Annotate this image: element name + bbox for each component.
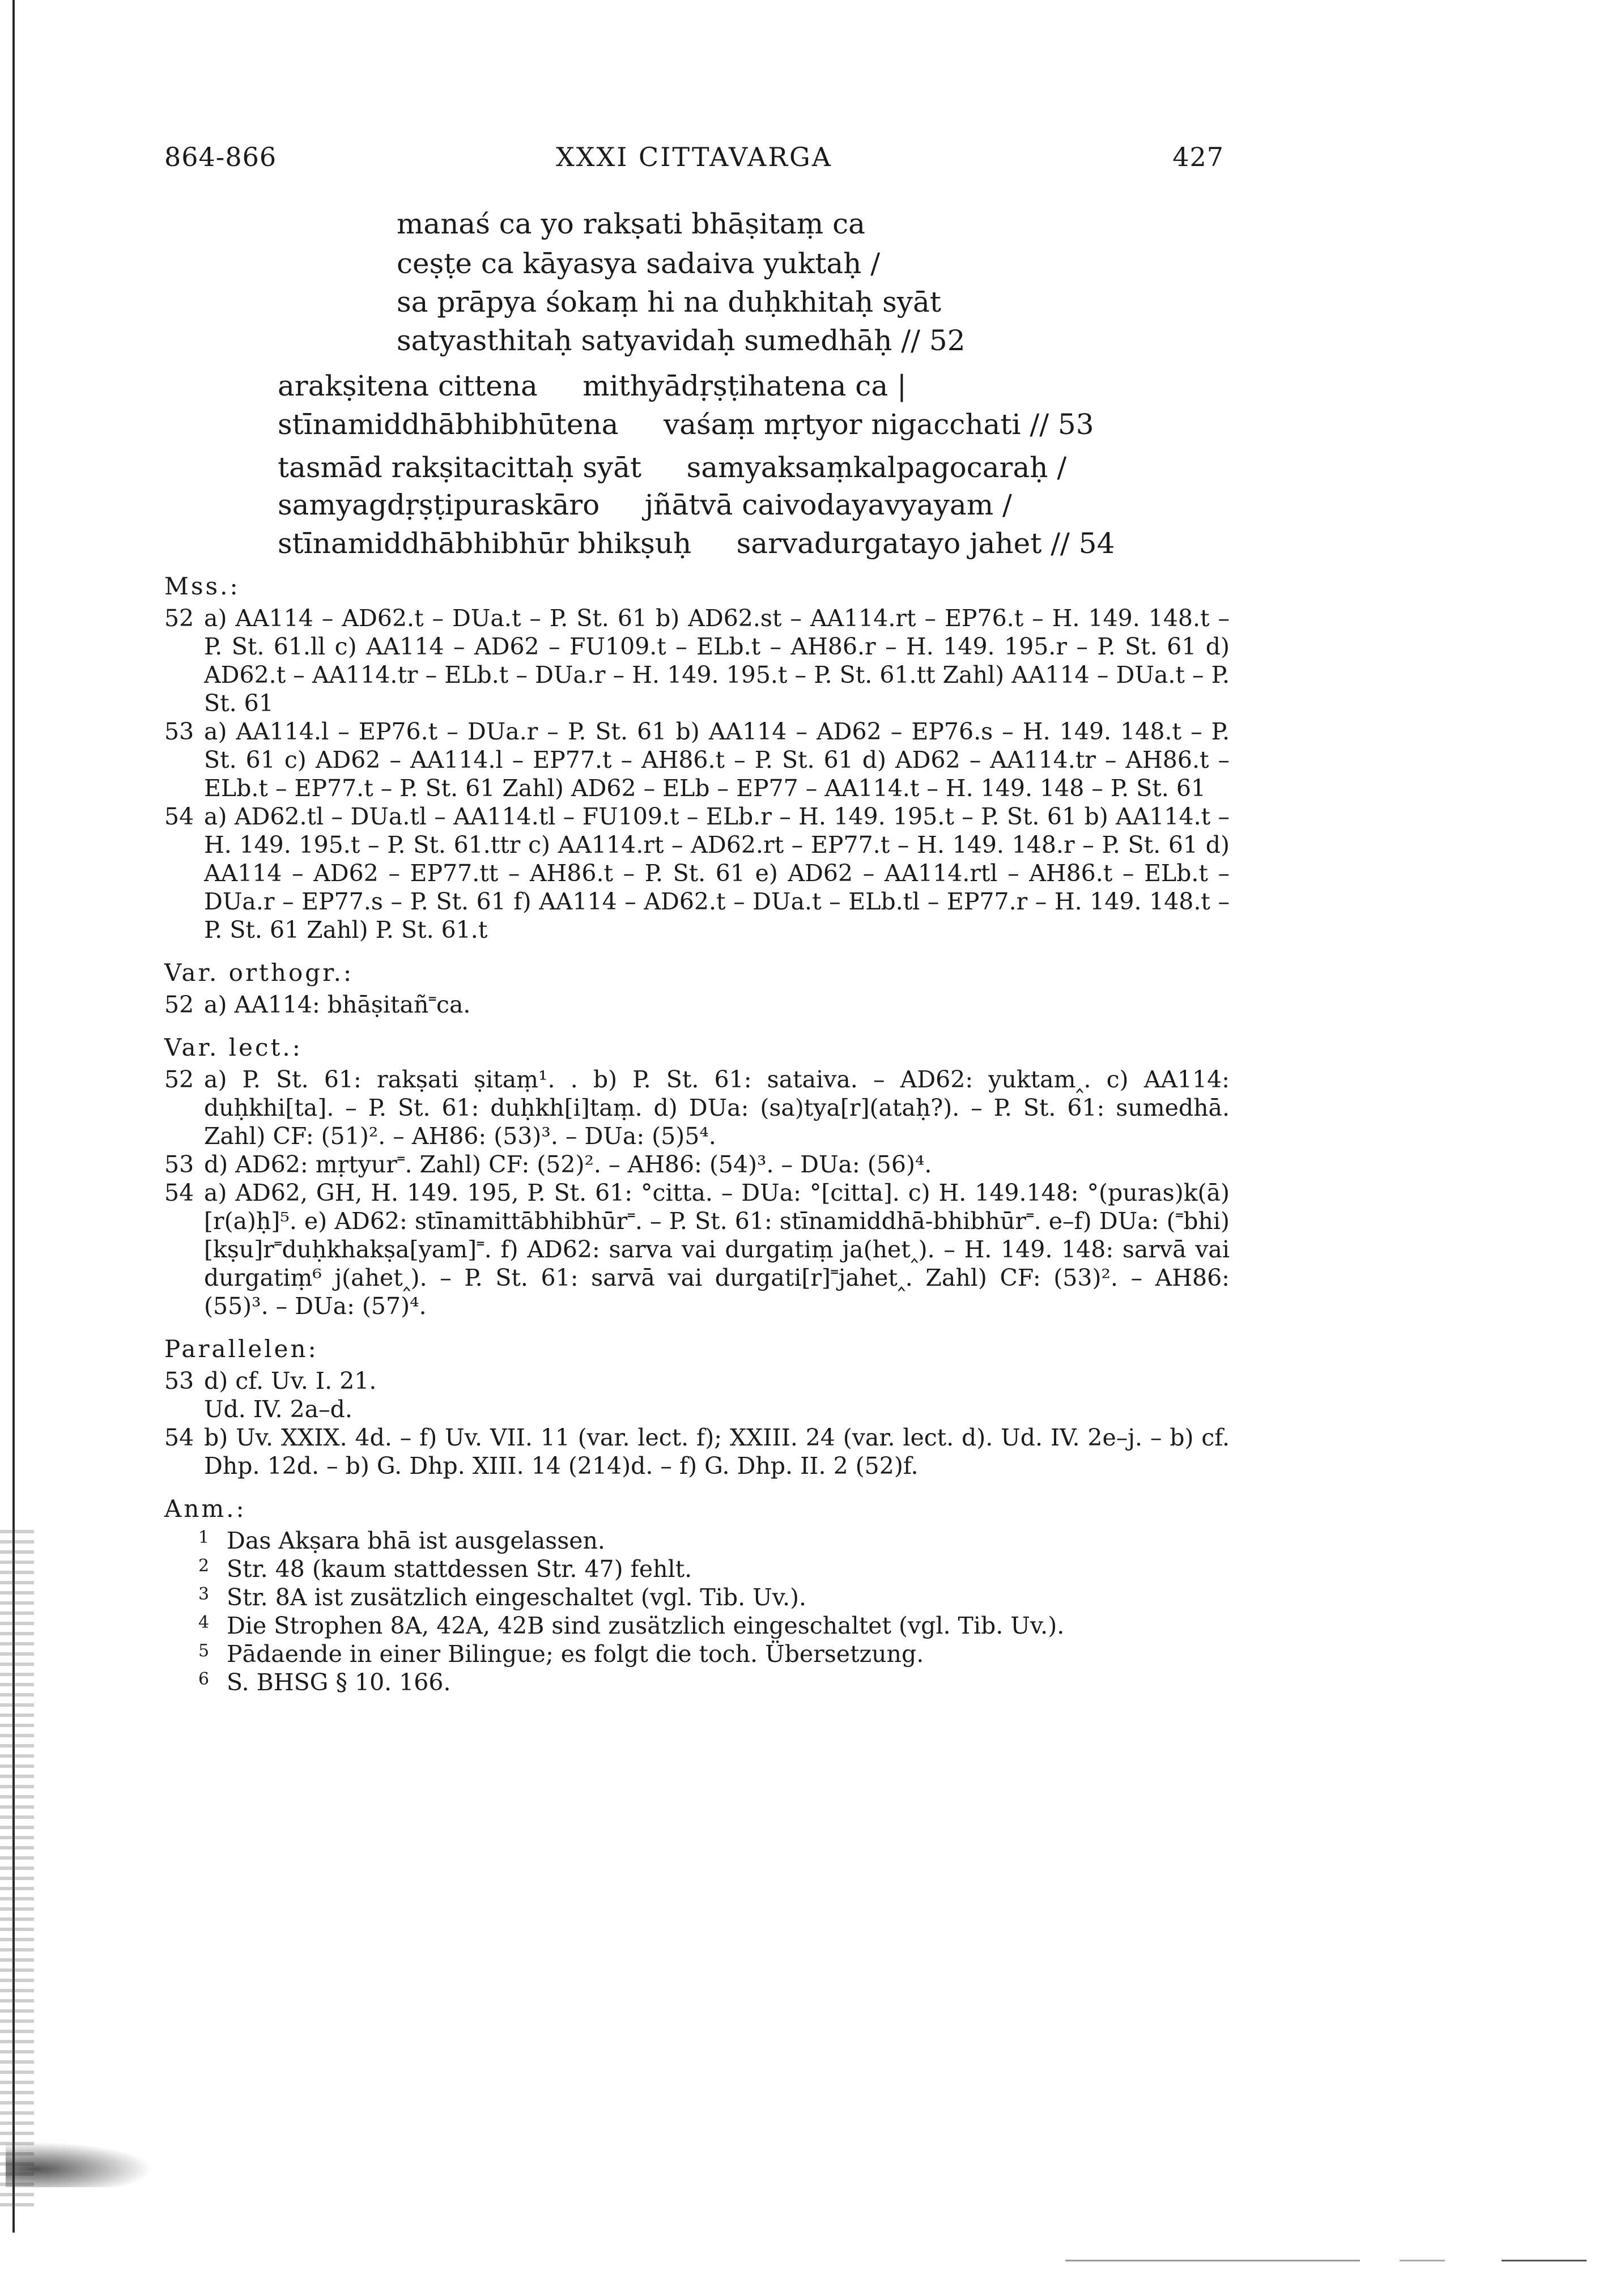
- verse-number: 53: [164, 1151, 194, 1178]
- footnote-marker: 2: [198, 1556, 210, 1576]
- verse-number: 52: [164, 605, 194, 632]
- verse-number: 53: [164, 718, 194, 745]
- verse-number: 54: [164, 1424, 194, 1451]
- header-verse-range: 864-866: [164, 142, 277, 172]
- verse-line: stīnamiddhābhibhūr bhikṣuḥ sarvadurgatayo jahet // 54: [278, 527, 1115, 560]
- verse-line: ceṣṭe ca kāyasya sadaiva yuktaḥ /: [397, 247, 881, 280]
- entry-continuation: Ud. IV. 2a–d.: [204, 1396, 352, 1423]
- footnote: [164, 1612, 1230, 1640]
- scan-smudge: [6, 2142, 153, 2187]
- footnote-text: Pādaende in einer Bilingue; es folgt die toch. Übersetzung.: [227, 1640, 924, 1668]
- orthogr-entry: [164, 990, 1230, 1019]
- entry-text: a) AA114 – AD62.t – DUa.t – P. St. 61 b) AD62.st – AA114.rt – EP76.t – H. 149. 148.t – P. St. 61.ll c) AA114 – AD62 – FU109.t – ELb.t – AH86.r – H. 149. 195.r – P. St. 61 d) AD62.t – AA114.tr – ELb.t – DUa.r – H. 149. 195.t – P. St. 61.tt Zahl) AA114 – DUa.t – P. St. 61: [204, 605, 1230, 717]
- verse-number: 54: [164, 803, 194, 830]
- verse-number: 54: [164, 1179, 194, 1206]
- parallel-entry: [164, 1367, 1230, 1395]
- footnote: [164, 1527, 1230, 1555]
- parallelen-heading: Parallelen:: [164, 1335, 318, 1363]
- critical-apparatus: [164, 572, 1230, 1697]
- header-chapter-title: XXXI CITTAVARGA: [556, 142, 832, 172]
- footnote: [164, 1668, 1230, 1697]
- page-gutter-shadow: [0, 1530, 34, 2210]
- mss-entry: [164, 717, 1230, 802]
- mss-heading: Mss.:: [164, 572, 240, 600]
- footnote: [164, 1555, 1230, 1583]
- lect-entry: [164, 1150, 1230, 1179]
- verse-line: sa prāpya śokaṃ hi na duḥkhitaḥ syāt: [397, 286, 941, 318]
- entry-text: a) P. St. 61: rakṣati ṣitaṃ¹. . b) P. St. 61: sataiva. – AD62: yuktam‸. c) AA114: duḥkhi[ta]. – P. St. 61: duḥkh[i]taṃ. d) DUa: (sa)tya[r](ataḥ?). – P. St. 61: sumedhā. Zahl) CF: (51)². – AH86: (53)³. – DUa: (5)5⁴.: [204, 1066, 1230, 1150]
- verse-line: arakṣitena cittena mithyādṛṣṭihatena ca |: [278, 369, 907, 402]
- verse-line: satyasthitaḥ satyavidaḥ sumedhāḥ // 52: [397, 324, 966, 357]
- verse-number: 52: [164, 991, 194, 1018]
- orthogr-heading: Var. orthogr.:: [164, 959, 354, 987]
- verse-line: stīnamiddhābhibhūtena vaśaṃ mṛtyor nigacchati // 53: [278, 408, 1094, 441]
- footnote-text: Die Strophen 8A, 42A, 42B sind zusätzlich eingeschaltet (vgl. Tib. Uv.).: [227, 1612, 1065, 1639]
- verse-number: 53: [164, 1367, 194, 1394]
- footnote-text: S. BHSG § 10. 166.: [227, 1669, 451, 1696]
- lect-entry: [164, 1065, 1230, 1150]
- footnote: [164, 1640, 1230, 1668]
- mss-entry: [164, 604, 1230, 717]
- anm-heading: Anm.:: [164, 1495, 246, 1523]
- footnote: [164, 1583, 1230, 1612]
- parallel-entry: [164, 1423, 1230, 1480]
- entry-text: b) Uv. XXIX. 4d. – f) Uv. VII. 11 (var. lect. f); XXIII. 24 (var. lect. d). Ud. IV. 2e–j. – b) cf. Dhp. 12d. – b) G. Dhp. XIII. 14 (214)d. – f) G. Dhp. II. 2 (52)f.: [204, 1424, 1230, 1479]
- verse-line: manaś ca yo rakṣati bhāṣitaṃ ca: [397, 207, 865, 240]
- entry-text: a) AD62.tl – DUa.tl – AA114.tl – FU109.t – ELb.r – H. 149. 195.t – P. St. 61 b) AA114.t – H. 149. 195.t – P. St. 61.ttr c) AA114.rt – AD62.rt – EP77.t – H. 149. 148.r – P. St. 61 d) AA114 – AD62 – EP77.tt – AH86.t – P. St. 61 e) AD62 – AA114.rtl – AH86.t – ELb.t – DUa.r – EP77.s – P. St. 61 f) AA114 – AD62.t – DUa.t – ELb.tl – EP77.r – H. 149. 148.t – P. St. 61 Zahl) P. St. 61.t: [204, 803, 1230, 943]
- scan-artifact-line: [1400, 2260, 1445, 2261]
- footnote-text: Das Akṣara bhā ist ausgelassen.: [227, 1527, 605, 1554]
- entry-text: a) AD62, GH, H. 149. 195, P. St. 61: °citta. – DUa: °[citta]. c) H. 149.148: °(puras)k(ā)[r(a)ḥ]⁵. e) AD62: stīnamittābhibhūr˭. – P. St. 61: stīnamiddhā-bhibhūr˭. e–f) DUa: (˭bhi)[kṣu]r˭duḥkhakṣa[yam]˭. f) AD62: sarva vai durgatiṃ ja(het‸). – H. 149. 148: sarvā vai durgatiṃ⁶ j(ahet‸). – P. St. 61: sarvā vai durgati[r]˭jahet‸. Zahl) CF: (53)². – AH86: (55)³. – DUa: (57)⁴.: [204, 1179, 1230, 1320]
- running-header: [164, 142, 1224, 176]
- verse-number: 52: [164, 1066, 194, 1093]
- entry-text: d) cf. Uv. I. 21.: [204, 1367, 377, 1394]
- entry-text: a) AA114.l – EP76.t – DUa.r – P. St. 61 b) AA114 – AD62 – EP76.s – H. 149. 148.t – P. St. 61 c) AD62 – AA114.l – EP77.t – AH86.t – P. St. 61 d) AD62 – AA114.tr – AH86.t – ELb.t – EP77.t – P. St. 61 Zahl) AD62 – ELb – EP77 – AA114.t – H. 149. 148 – P. St. 61: [204, 718, 1230, 802]
- lect-heading: Var. lect.:: [164, 1034, 303, 1061]
- entry-text: d) AD62: mṛtyur˭. Zahl) CF: (52)². – AH86: (54)³. – DUa: (56)⁴.: [204, 1151, 932, 1178]
- footnote-marker: 4: [198, 1613, 210, 1632]
- lect-entry: [164, 1179, 1230, 1320]
- mss-entry: [164, 802, 1230, 944]
- footnote-marker: 6: [198, 1669, 210, 1689]
- entry-text: a) AA114: bhāṣitañ˭ca.: [204, 991, 471, 1018]
- header-page-number: 427: [1172, 142, 1224, 172]
- verse-line: samyagdṛṣṭipuraskāro jñātvā caivodayavyayam /: [278, 488, 1012, 521]
- footnote-marker: 1: [198, 1528, 210, 1547]
- footnote-text: Str. 48 (kaum stattdessen Str. 47) fehlt.: [227, 1555, 692, 1583]
- footnote-marker: 5: [198, 1641, 210, 1661]
- verse-line: tasmād rakṣitacittaḥ syāt samyaksaṃkalpagocaraḥ /: [278, 451, 1067, 484]
- scan-artifact-line: [1065, 2260, 1360, 2261]
- footnote-marker: 3: [198, 1584, 210, 1604]
- scan-artifact-line: [1502, 2260, 1587, 2261]
- footnote-text: Str. 8A ist zusätzlich eingeschaltet (vgl. Tib. Uv.).: [227, 1584, 807, 1611]
